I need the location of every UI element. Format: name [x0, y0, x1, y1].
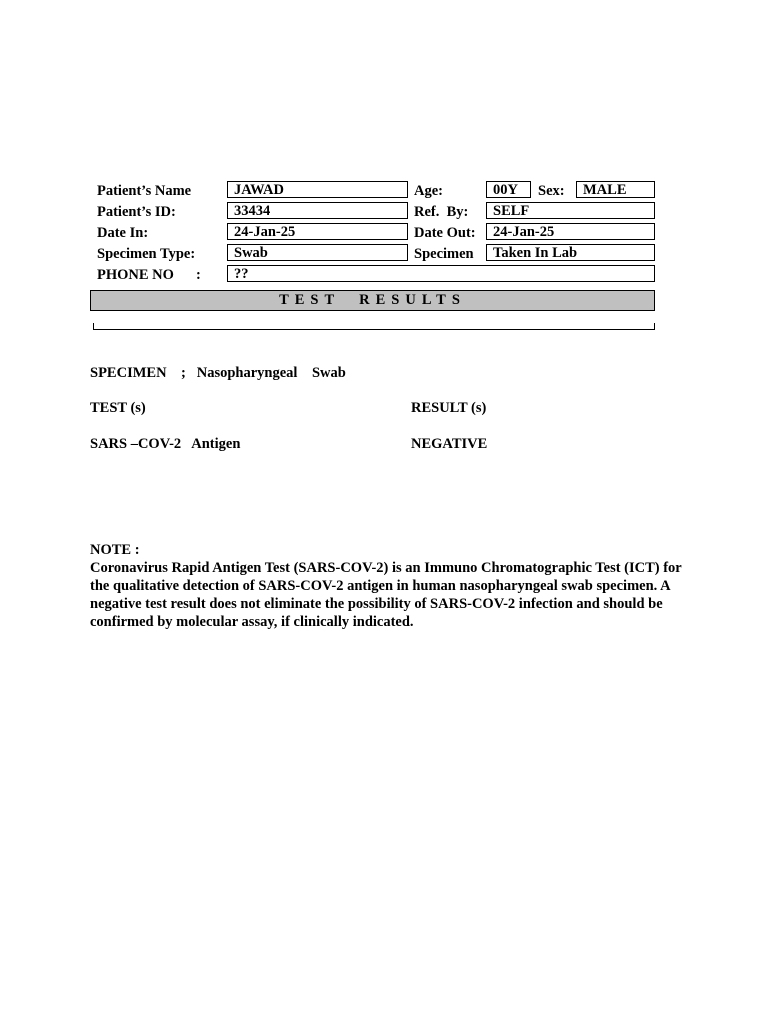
- date-out-label: Date Out:: [414, 225, 476, 241]
- date-in-field: 24-Jan-25: [227, 223, 408, 240]
- phone-colon: :: [196, 267, 201, 283]
- specimen-label: Specimen: [414, 246, 474, 262]
- patient-id-label: Patient’s ID:: [97, 204, 176, 220]
- note-title: NOTE :: [90, 542, 140, 558]
- specimen-source-field: Taken In Lab: [486, 244, 655, 261]
- patient-name-label: Patient’s Name: [97, 183, 192, 199]
- patient-id-field: 33434: [227, 202, 408, 219]
- test-results-banner: [90, 290, 655, 311]
- sex-field: MALE: [576, 181, 655, 198]
- test-name: SARS –COV-2 Antigen: [90, 436, 241, 452]
- age-label: Age:: [414, 183, 443, 199]
- date-out-field: 24-Jan-25: [486, 223, 655, 240]
- age-field: 00Y: [486, 181, 531, 198]
- ref-by-field: SELF: [486, 202, 655, 219]
- phone-label: PHONE NO: [97, 267, 174, 283]
- result-header: RESULT (s): [411, 400, 487, 416]
- specimen-line: SPECIMEN ; Nasopharyngeal Swab: [90, 365, 346, 381]
- note-text: Coronavirus Rapid Antigen Test (SARS-COV-2) is an Immuno Chromatographic Test (ICT) for the qualitative detection of SARS-COV-2 antigen in human nasopharyngeal swab specimen. A negative test result does not eliminate the possibility of SARS-COV-2 infection and should be confirmed by molecular assay, if clinically indicated.: [90, 560, 682, 630]
- specimen-type-field: Swab: [227, 244, 408, 261]
- banner-title: TEST RESULTS: [279, 292, 466, 308]
- specimen-type-label: Specimen Type:: [97, 246, 196, 262]
- test-result: NEGATIVE: [411, 436, 488, 452]
- test-header: TEST (s): [90, 400, 146, 416]
- date-in-label: Date In:: [97, 225, 149, 241]
- ref-by-label: Ref. By:: [414, 204, 469, 220]
- phone-field: ??: [227, 265, 655, 282]
- section-divider: [93, 323, 655, 330]
- patient-name-field: JAWAD: [227, 181, 408, 198]
- sex-label: Sex:: [538, 183, 565, 199]
